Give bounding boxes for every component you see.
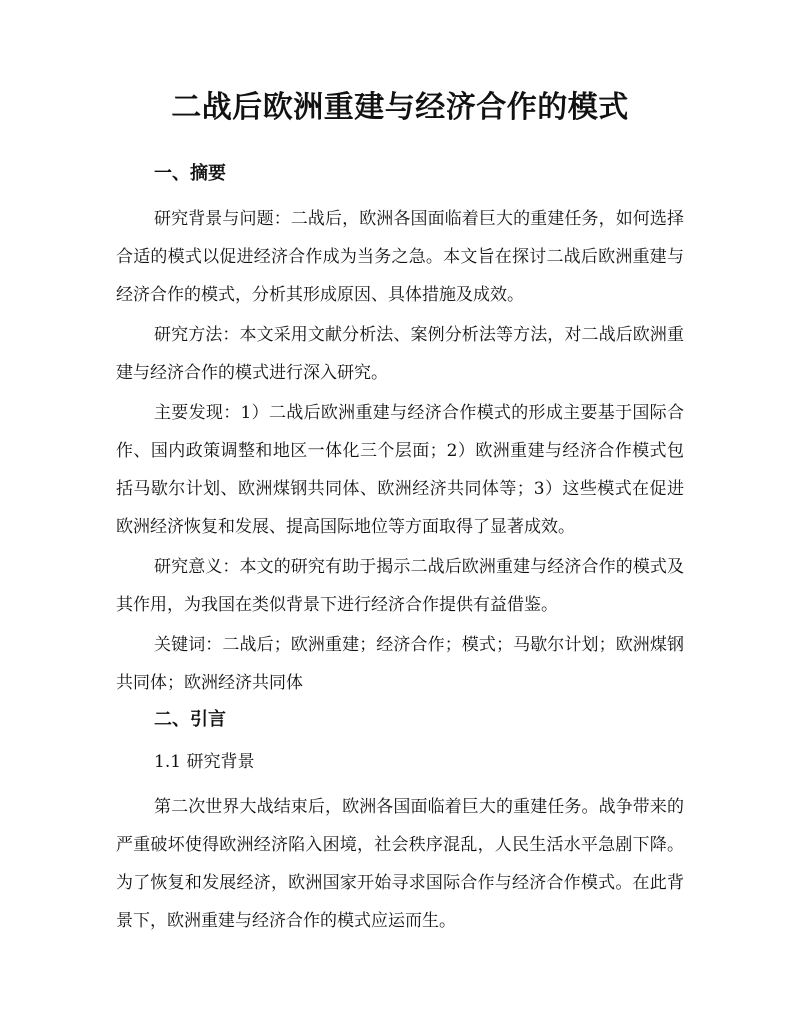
abstract-background-paragraph: 研究背景与问题：二战后，欧洲各国面临着巨大的重建任务，如何选择合适的模式以促进经济合作成为当务之急。本文旨在探讨二战后欧洲重建与经济合作的模式，分析其形成原因、具体措施及成效。 xyxy=(116,209,684,305)
abstract-heading: 一、摘要 xyxy=(154,163,226,184)
abstract-findings-paragraph: 主要发现：1）二战后欧洲重建与经济合作模式的形成主要基于国际合作、国内政策调整和地区一体化三个层面；2）欧洲重建与经济合作模式包括马歇尔计划、欧洲煤钢共同体、欧洲经济共同体等；3）这些模式在促进欧洲经济恢复和发展、提高国际地位等方面取得了显著成效。 xyxy=(116,403,684,537)
introduction-section xyxy=(116,704,684,940)
research-background-paragraph: 第二次世界大战结束后，欧洲各国面临着巨大的重建任务。战争带来的严重破坏使得欧洲经济陷入困境，社会秩序混乱，人民生活水平急剧下降。为了恢复和发展经济，欧洲国家开始寻求国际合作与经济合作模式。在此背景下，欧洲重建与经济合作的模式应运而生。 xyxy=(116,797,684,931)
introduction-heading: 二、引言 xyxy=(154,709,226,730)
research-background-heading: 1.1 研究背景 xyxy=(154,752,255,772)
abstract-significance-paragraph: 研究意义：本文的研究有助于揭示二战后欧洲重建与经济合作的模式及其作用，为我国在类似背景下进行经济合作提供有益借鉴。 xyxy=(116,557,684,615)
abstract-keywords-paragraph: 关键词：二战后；欧洲重建；经济合作；模式；马歇尔计划；欧洲煤钢共同体；欧洲经济共同体 xyxy=(116,635,684,693)
abstract-section xyxy=(116,158,684,702)
abstract-methods-paragraph: 研究方法：本文采用文献分析法、案例分析法等方法，对二战后欧洲重建与经济合作的模式进行深入研究。 xyxy=(116,325,684,383)
document-title: 二战后欧洲重建与经济合作的模式 xyxy=(171,90,629,125)
